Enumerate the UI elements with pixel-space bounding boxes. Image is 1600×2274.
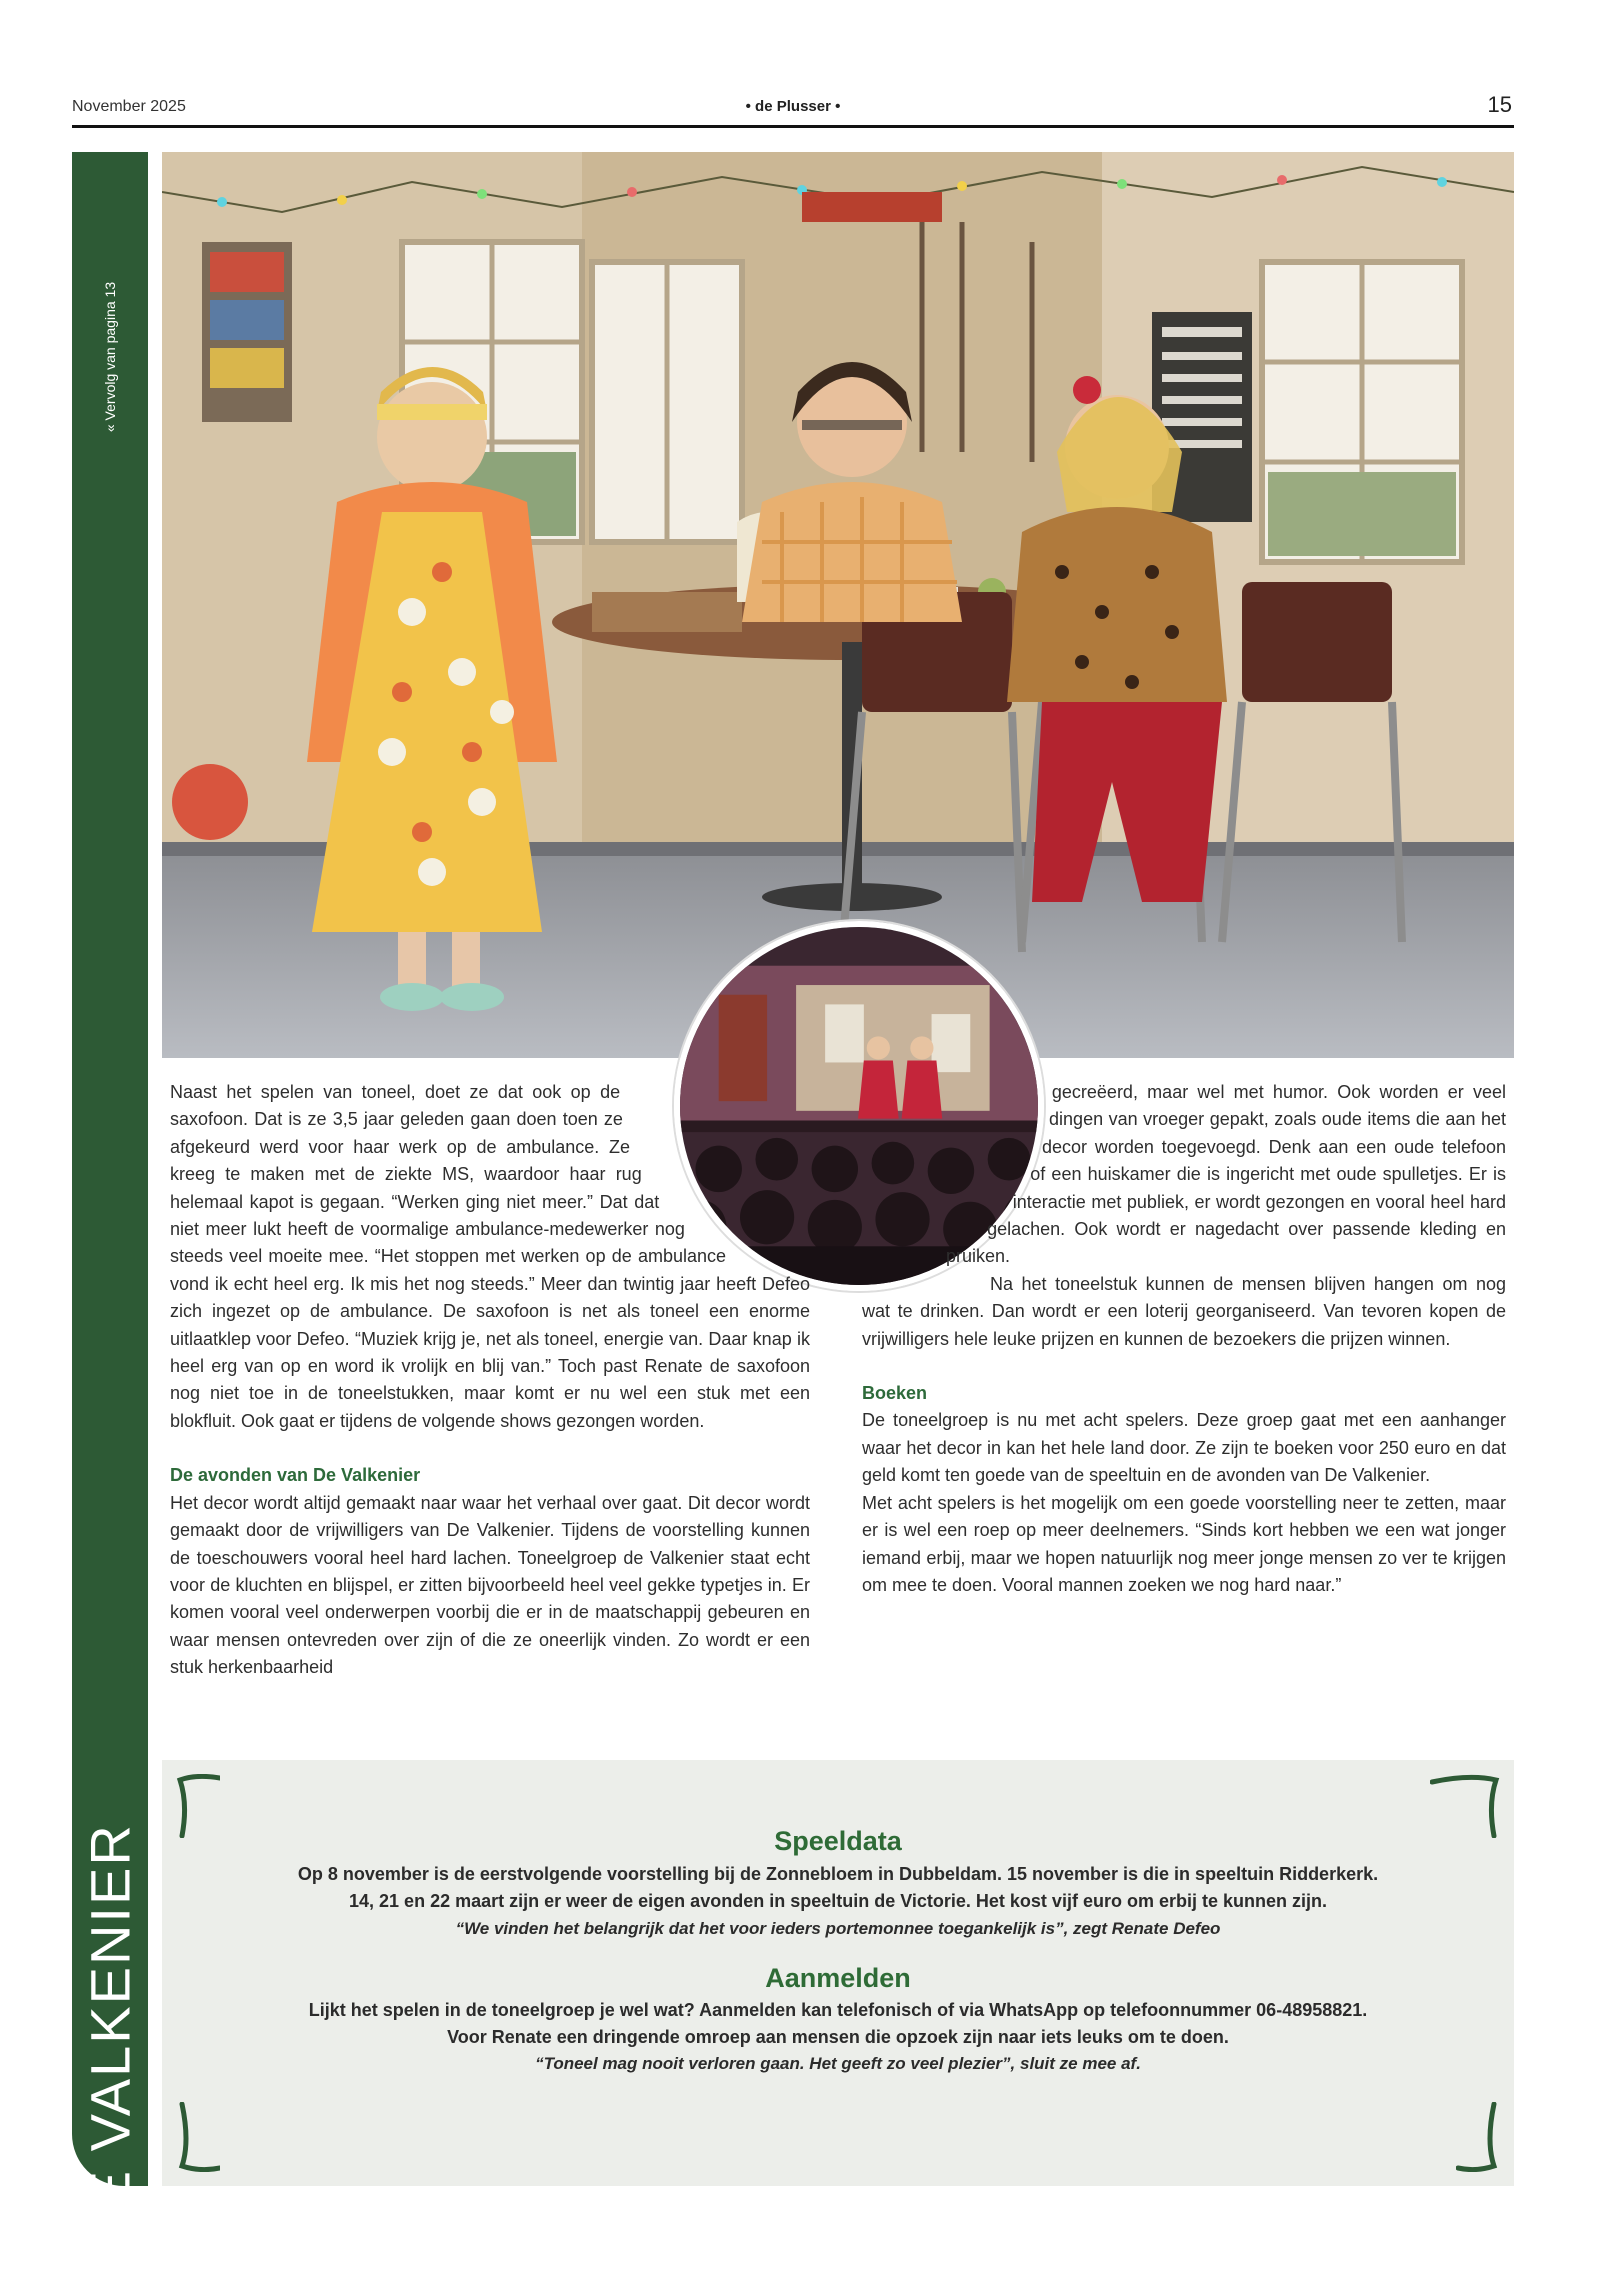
paragraph: De toneelgroep is nu met acht spelers. Deze groep gaat met een aanhanger waar het decor in kan het hele land door. Ze zijn te boeken voor 250 euro en dat geld komt ten goede van de speeltuin en de avonden van De Valkenier. (862, 1410, 1506, 1486)
paragraph: Met acht spelers is het mogelijk om een goede voorstelling neer te zetten, maar er is wel een roep op meer deelnemers. “Sinds kort hebben we een wat jonger iemand erbij, maar we hopen natuurlijk nog meer jonge mensen zo ver te krijgen om mee te doen. Vooral mannen zoeken we nog hard naar.” (862, 1492, 1506, 1595)
speeldata-line: Op 8 november is de eerstvolgende voorstelling bij de Zonnebloem in Dubbeldam. 15 november is die in speeltuin Ridderkerk. (297, 1864, 1379, 1884)
speeldata-title: Speeldata (774, 1826, 902, 1856)
paragraph: gecreëerd, maar wel met humor. Ook worden er veel dingen van vroeger gepakt, zoals oude items die aan het decor worden toegevoegd. Denk aan een oude telefoon of een huiskamer die is ingericht met oude spulletjes. Er is interactie met publiek, er wordt gezongen en vooral heel hard gelachen. Ook wordt er nagedacht over passende kleding en pruiken. (945, 1082, 1506, 1267)
aanmelden-quote: “Toneel mag nooit verloren gaan. Het geeft zo veel plezier”, sluit ze mee af. (535, 2054, 1141, 2073)
aanmelden-line: Lijkt het spelen in de toneelgroep je wel wat? Aanmelden kan telefonisch of via WhatsApp op telefoonnummer 06-48958821. (308, 2000, 1368, 2020)
corner-ornament-icon (1456, 2102, 1500, 2172)
paragraph: Het decor wordt altijd gemaakt naar waar het verhaal over gaat. Dit decor wordt gemaakt door de vrijwilligers van De Valkenier. Tijdens de voorstelling kunnen de toeschouwers vooral heel hard lachen. Toneelgroep de Valkenier staat echt voor de kluchten en blijspel, er zitten bijvoorbeeld heel veel gekke typetjes in. Er komen vooral veel onderwerpen voorbij die er in de maatschappij gebeuren en waar mensen ontevreden over zijn of die ze oneerlijk vinden. Zo wordt er een stuk herkenbaarheid (170, 1492, 810, 1678)
section-heading-boeken: Boeken (862, 1383, 928, 1404)
page-header (72, 92, 1514, 128)
section-title: DE VALKENIER (78, 1823, 142, 2251)
issue-date: November 2025 (72, 98, 186, 115)
page-number: 15 (1487, 92, 1512, 117)
article-column-2 (862, 1079, 1506, 1599)
publication-name: • de Plusser • (745, 98, 841, 115)
aanmelden-line: Voor Renate een dringende omroep aan mensen die opzoek zijn naar iets leuks om te doen. (447, 2027, 1229, 2047)
paragraph: Naast het spelen van toneel, doet ze dat ook op de saxofoon. Dat is ze 3,5 jaar geleden gaan doen toen ze afgekeurd werd voor haar werk op de ambulance. Ze kreeg te maken met de ziekte MS, waardoor haar rug helemaal kapot is gegaan. “Werken ging niet meer.” Dat dat niet meer lukt heeft de voormalige ambulance-medewerker nog steeds veel moeite mee. “Het stoppen met werken op de ambulance vond ik echt heel erg. Ik mis het nog steeds.” Meer dan twintig jaar heeft Defeo zich ingezet op de ambulance. De saxofoon is net als toneel een enorme uitlaatklep voor Defeo. “Muziek krijg je, net als toneel, energie van. Daar knap ik heel erg van op en word ik vrolijk en blij van.” Toch past Renate de saxofoon nog niet toe in de toneelstukken, maar komt er nu wel een stuk met een blokfluit. Ook gaat er tijdens de volgende shows gezongen worden. (170, 1082, 810, 1431)
speeldata-line: 14, 21 en 22 maart zijn er weer de eigen avonden in speeltuin de Victorie. Het kost vijf euro om erbij te kunnen zijn. (349, 1891, 1327, 1911)
continued-from-note: « Vervolg van pagina 13 (102, 281, 118, 433)
speeldata-quote: “We vinden het belangrijk dat het voor ieders portemonnee toegankelijk is”, zegt Renate Defeo (455, 1919, 1221, 1938)
paragraph: Na het toneelstuk kunnen de mensen blijven hangen om nog wat te drinken. Dan wordt er een loterij georganiseerd. Van tevoren kopen de vrijwilligers hele leuke prijzen en kunnen de bezoekers die prijzen winnen. (862, 1273, 1506, 1349)
corner-ornament-icon (176, 2102, 220, 2172)
section-sidebar (72, 152, 148, 2251)
article-column-1 (170, 1079, 810, 1682)
aanmelden-title: Aanmelden (765, 1963, 911, 1993)
section-heading-avonden: De avonden van De Valkenier (170, 1465, 421, 1486)
info-box (162, 1760, 1514, 2186)
